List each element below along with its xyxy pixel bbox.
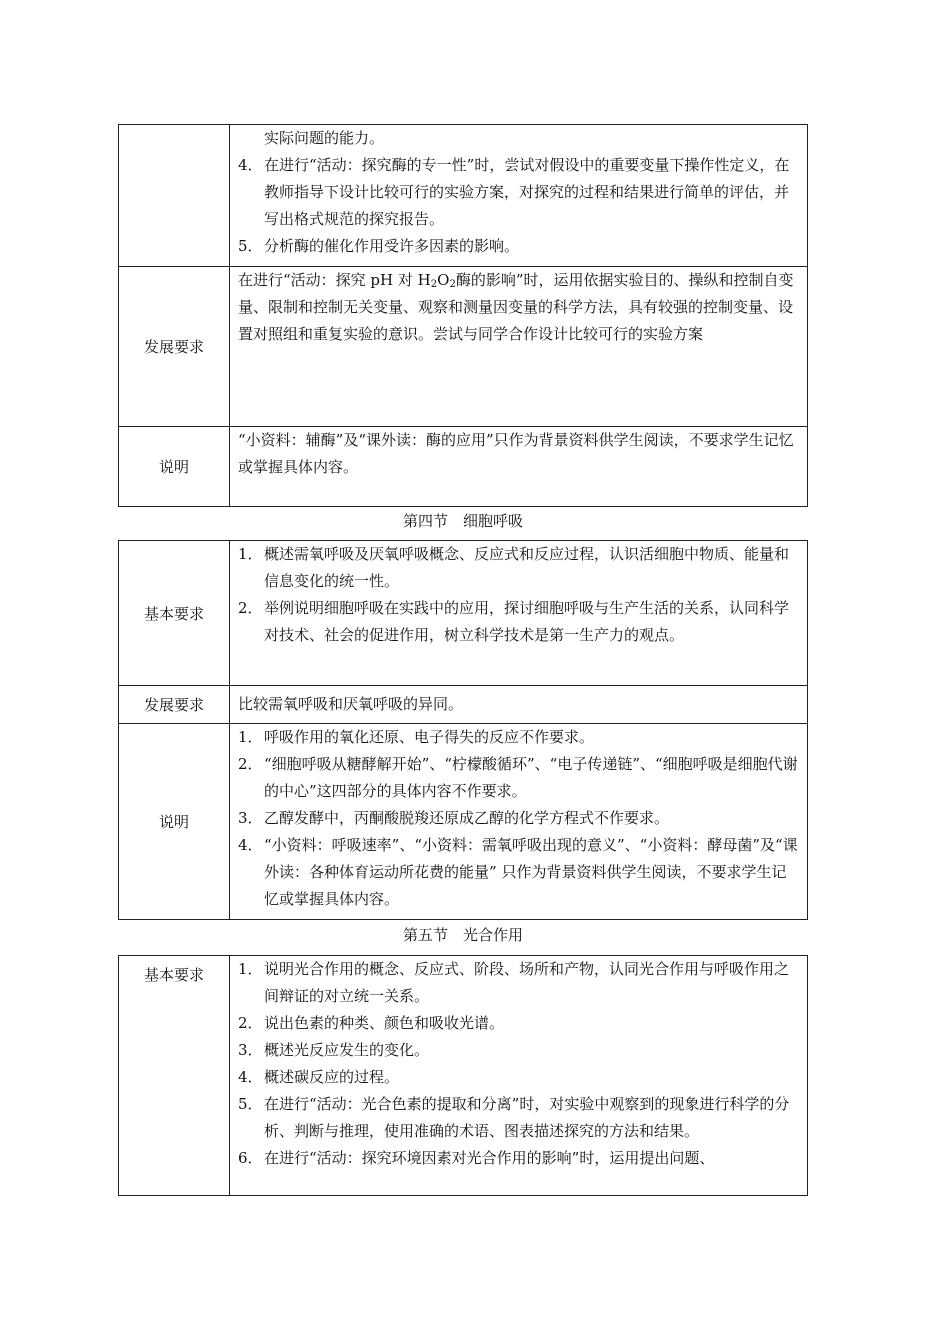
notes-text: “小资料：辅酶”及“课外读：酶的应用”只作为背景资料供学生阅读，不要求学生记忆或掌握具体内容。 bbox=[230, 427, 808, 507]
list-item: 5． 在进行“活动：光合色素的提取和分离”时，对实验中观察到的现象进行科学的分析、判断与推理，使用准确的术语、图表描述探究的方法和结果。 bbox=[238, 1095, 790, 1140]
list-item: 3． 概述光反应发生的变化。 bbox=[238, 1041, 430, 1059]
list-item: 1． 说明光合作用的概念、反应式、阶段、场所和产物，认同光合作用与呼吸作用之间辩证的对立统一关系。 bbox=[238, 960, 790, 1005]
section-heading-photosynthesis: 第五节 光合作用 bbox=[402, 926, 523, 944]
table-row bbox=[119, 686, 808, 724]
row-label-notes: 说明 bbox=[119, 724, 230, 920]
list-item: 2． “细胞呼吸从糖酵解开始”、“柠檬酸循环”、“电子传递链”、“细胞呼吸是细胞代谢的中心”这四部分的具体内容不作要求。 bbox=[238, 755, 798, 800]
section-heading-cell-respiration: 第四节 细胞呼吸 bbox=[402, 512, 523, 530]
list-item: 1． 呼吸作用的氧化还原、电子得失的反应不作要求。 bbox=[238, 728, 595, 746]
list-item: 4． “小资料：呼吸速率”、“小资料：需氧呼吸出现的意义”、“小资料：酵母菌”及“课外读：各种体育运动所花费的能量” 只作为背景资料供学生阅读，不要求学生记忆或掌握具体内容。 bbox=[238, 836, 798, 908]
table-row bbox=[119, 267, 808, 427]
list-item: 2． 说出色素的种类、颜色和吸收光谱。 bbox=[238, 1014, 505, 1032]
table-row bbox=[119, 724, 808, 920]
list-item: 4． 概述碳反应的过程。 bbox=[238, 1068, 400, 1086]
basic-items-cell bbox=[230, 125, 808, 267]
row-label-basic: 基本要求 bbox=[119, 956, 230, 1196]
basic-items-cell bbox=[230, 956, 808, 1196]
basic-items-cell bbox=[230, 541, 808, 686]
list-item: 3． 乙醇发酵中，丙酮酸脱羧还原成乙醇的化学方程式不作要求。 bbox=[238, 809, 670, 827]
row-label-develop: 发展要求 bbox=[119, 267, 230, 427]
list-item: 5． 分析酶的催化作用受许多因素的影响。 bbox=[238, 237, 520, 255]
develop-text: 在进行“活动：探究 pH 对 $H_2O_2$酶的影响”时，运用依据实验目的、操纵和控制自变量、限制和控制无关变量、观察和测量因变量的科学方法，具有较强的控制变量、设置对照组和重复实验的意识。尝试与同学合作设计比较可行的实验方案 bbox=[230, 267, 808, 427]
list-item: 4． 在进行“活动：探究酶的专一性”时，尝试对假设中的重要变量下操作性定义，在教师指导下设计比较可行的实验方案，对探究的过程和结果进行简单的评估，并写出格式规范的探究报告。 bbox=[238, 156, 790, 228]
row-label-notes: 说明 bbox=[119, 427, 230, 507]
list-item: 6． 在进行“活动：探究环境因素对光合作用的影响”时，运用提出问题、 bbox=[238, 1149, 715, 1167]
enzyme-requirements-table bbox=[118, 124, 808, 507]
table-row bbox=[119, 541, 808, 686]
row-label-develop: 发展要求 bbox=[119, 686, 230, 724]
row-label bbox=[119, 125, 230, 267]
table-row bbox=[119, 427, 808, 507]
photosynthesis-requirements-table bbox=[118, 955, 808, 1196]
table-row bbox=[119, 125, 808, 267]
table-row bbox=[119, 956, 808, 1196]
list-item: 实际问题的能力。 bbox=[264, 129, 385, 147]
respiration-requirements-table bbox=[118, 540, 808, 920]
notes-items-cell bbox=[230, 724, 808, 920]
list-item: 1． 概述需氧呼吸及厌氧呼吸概念、反应式和反应过程，认识活细胞中物质、能量和信息变化的统一性。 bbox=[238, 545, 790, 590]
list-item: 2． 举例说明细胞呼吸在实践中的应用，探讨细胞呼吸与生产生活的关系，认同科学对技术、社会的促进作用，树立科学技术是第一生产力的观点。 bbox=[238, 599, 790, 644]
row-label-basic: 基本要求 bbox=[119, 541, 230, 686]
develop-text: 比较需氧呼吸和厌氧呼吸的异同。 bbox=[230, 686, 808, 724]
